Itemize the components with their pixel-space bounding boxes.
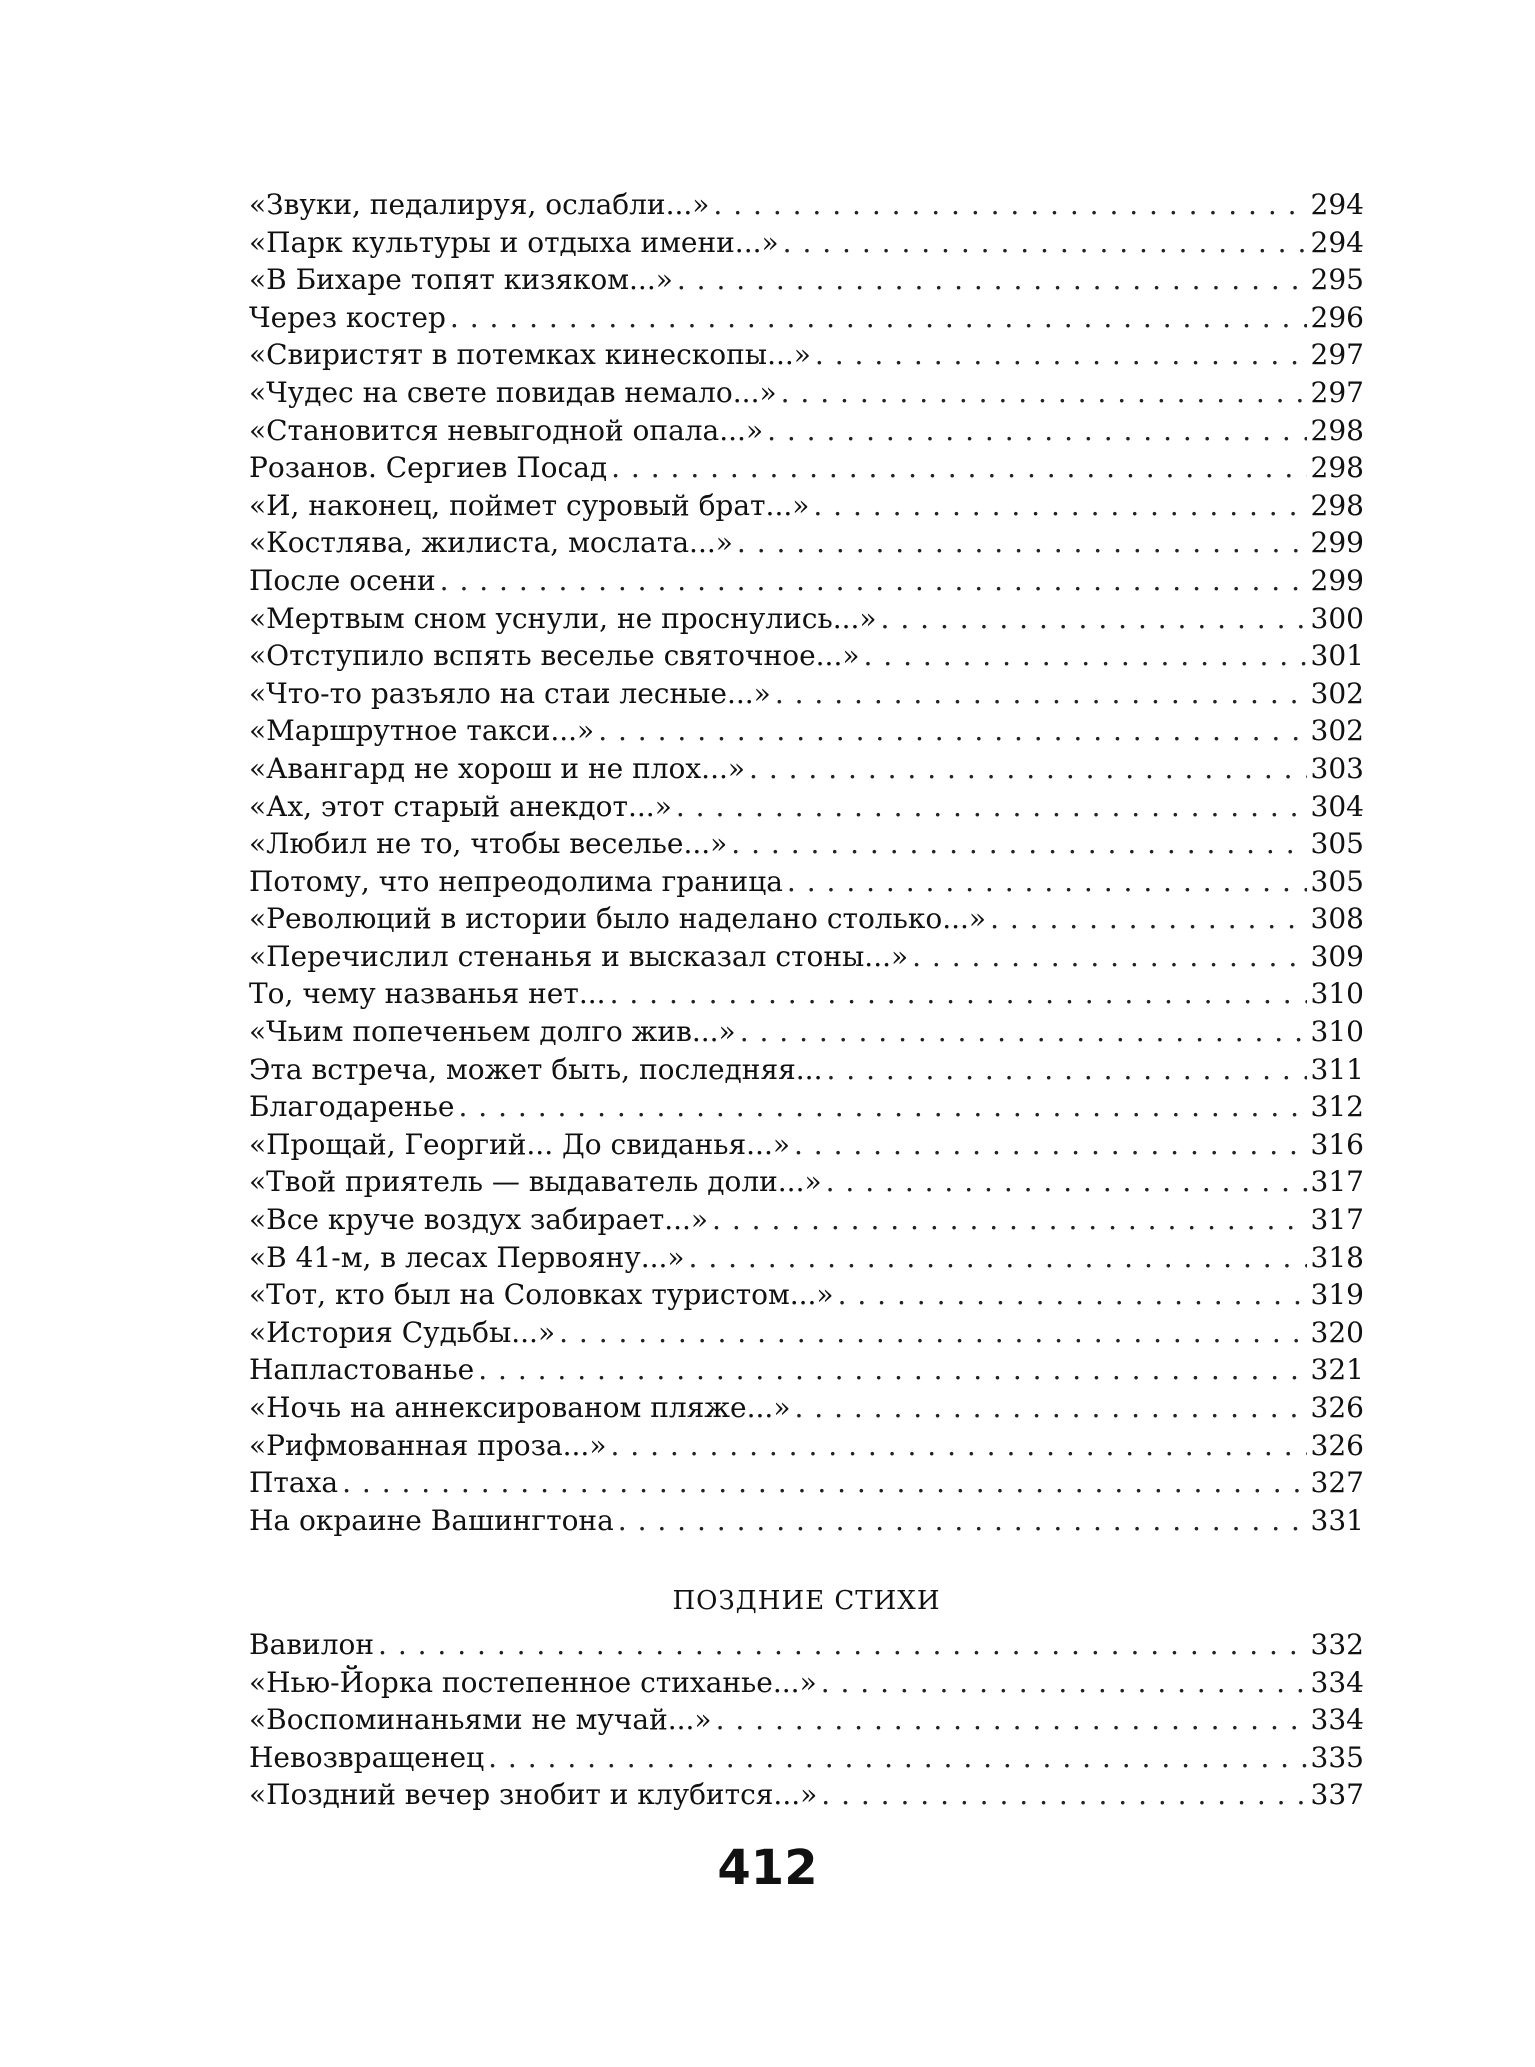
toc-entry: [249, 600, 1364, 638]
toc-entry-title: «Маршрутное такси...»: [249, 714, 595, 748]
toc-entry: [249, 825, 1364, 863]
toc-entry-title: На окраине Вашингтона: [249, 1503, 614, 1537]
section-heading: ПОЗДНИЕ СТИХИ: [672, 1586, 941, 1616]
dot-leader: [749, 750, 1307, 788]
toc-entry-page: 298: [1310, 413, 1364, 447]
dot-leader: [821, 1664, 1307, 1702]
toc-entry-title: «В Бихаре топят кизяком...»: [249, 263, 673, 297]
toc-entry-page: 331: [1310, 1503, 1364, 1537]
toc-entry-page: 321: [1310, 1353, 1364, 1387]
toc-entry-title: «Все круче воздух забирает...»: [249, 1203, 709, 1237]
toc-entry-title: «Тот, кто был на Соловках туристом...»: [249, 1278, 834, 1312]
dot-leader: [610, 1427, 1306, 1465]
dot-leader: [488, 1739, 1306, 1777]
toc-entry-page: 310: [1310, 977, 1364, 1011]
toc-entry-title: «Становится невыгодной опала...»: [249, 413, 764, 447]
dot-leader: [712, 1201, 1307, 1239]
toc-entry: [249, 412, 1364, 450]
dot-leader: [598, 712, 1306, 750]
toc-entry: [249, 299, 1364, 337]
toc-entry: [249, 1351, 1364, 1389]
dot-leader: [716, 1701, 1307, 1739]
dot-leader: [775, 675, 1307, 713]
toc-entry-title: «Перечислил стенанья и высказал стоны...»: [249, 939, 909, 973]
toc-entry: [249, 1776, 1364, 1814]
dot-leader: [912, 938, 1306, 976]
toc-entry: [249, 1626, 1364, 1664]
dot-leader: [794, 1126, 1307, 1164]
dot-leader: [342, 1464, 1306, 1502]
dot-leader: [478, 1351, 1306, 1389]
toc-entry-page: 334: [1310, 1703, 1364, 1737]
dot-leader: [815, 336, 1307, 374]
dot-leader: [676, 788, 1307, 826]
toc-entry: [249, 1314, 1364, 1352]
toc-entry-page: 337: [1310, 1778, 1364, 1812]
toc-entry: [249, 1013, 1364, 1051]
toc-entry: [249, 1664, 1364, 1702]
toc-entry-title: «Любил не то, чтобы веселье...»: [249, 827, 728, 861]
toc-entry-title: «В 41-м, в лесах Первояну...»: [249, 1240, 685, 1274]
toc-entry-title: Вавилон: [249, 1628, 375, 1661]
toc-entry: [249, 374, 1364, 412]
toc-entry-page: 318: [1310, 1240, 1364, 1274]
toc-entry-title: «Парк культуры и отдыха имени...»: [249, 225, 779, 259]
toc-entry-page: 294: [1310, 225, 1364, 259]
toc-entry-title: «Поздний вечер знобит и клубится...»: [249, 1778, 818, 1812]
dot-leader: [378, 1626, 1307, 1664]
dot-leader: [990, 900, 1306, 938]
toc-entry-page: 304: [1310, 789, 1364, 823]
toc-entry-title: «Авангард не хорош и не плох...»: [249, 751, 746, 785]
dot-leader: [781, 374, 1307, 412]
toc-entry-title: «Рифмованная проза...»: [249, 1428, 607, 1462]
toc-entry-page: 297: [1310, 338, 1364, 372]
toc-entry-title: «Прощай, Георгий... До свиданья...»: [249, 1127, 790, 1161]
toc-entry: [249, 524, 1364, 562]
dot-leader: [737, 524, 1307, 562]
dot-leader: [826, 1163, 1307, 1201]
toc-entry: [249, 487, 1364, 525]
dot-leader: [459, 1088, 1307, 1126]
toc-entry: [249, 1389, 1364, 1427]
toc-entry: [249, 562, 1364, 600]
toc-entry-title: Через костер: [249, 300, 446, 334]
toc-entry-title: «И, наконец, поймет суровый брат...»: [249, 488, 810, 522]
toc-entry-page: 296: [1310, 300, 1364, 334]
toc-entry-page: 316: [1310, 1127, 1364, 1161]
toc-entry: [249, 975, 1364, 1013]
toc-entry-title: Благодаренье: [249, 1090, 455, 1124]
toc-entry: [249, 1088, 1364, 1126]
toc-entry-page: 335: [1310, 1740, 1364, 1774]
toc-entry-title: «Твой приятель — выдаватель доли...»: [249, 1165, 822, 1199]
toc-entry: [249, 224, 1364, 262]
toc-entry-title: После осени: [249, 563, 436, 597]
dot-leader: [813, 487, 1306, 525]
toc-entry: [249, 637, 1364, 675]
toc-entry: [249, 186, 1364, 224]
dot-leader: [787, 863, 1307, 901]
toc-entry-page: 326: [1310, 1428, 1364, 1462]
toc-entry-title: Потому, что непреодолима граница: [249, 864, 783, 898]
toc-entry-page: 308: [1310, 902, 1364, 936]
toc-entry: [249, 1163, 1364, 1201]
dot-leader: [740, 1013, 1307, 1051]
toc-entry: [249, 449, 1364, 487]
toc-entry-page: 298: [1310, 488, 1364, 522]
toc-entry-page: 310: [1310, 1015, 1364, 1049]
toc-entry-page: 326: [1310, 1391, 1364, 1424]
toc-entry-page: 299: [1310, 526, 1364, 560]
toc-entry: [249, 1126, 1364, 1164]
toc-entry-page: 294: [1310, 188, 1364, 221]
toc-entry: [249, 788, 1364, 826]
toc-entry-page: 302: [1310, 714, 1364, 748]
toc-entry: [249, 938, 1364, 976]
toc-entry-page: 312: [1310, 1090, 1364, 1124]
toc-entry-page: 305: [1310, 864, 1364, 898]
toc-entry-title: Напластованье: [249, 1353, 475, 1387]
toc-entry: [249, 675, 1364, 713]
toc-entry: [249, 712, 1364, 750]
toc-entry-title: «Чьим попеченьем долго жив...»: [249, 1015, 736, 1049]
toc-entry-page: 301: [1310, 639, 1364, 673]
toc-entry-title: Птаха: [249, 1466, 339, 1500]
toc-entry-title: «История Судьбы...»: [249, 1315, 556, 1349]
dot-leader: [610, 975, 1307, 1013]
toc-entry-title: «Мертвым сном уснули, не проснулись...»: [249, 601, 877, 635]
toc-entry-title: «Отступило вспять веселье святочное...»: [249, 639, 860, 673]
toc-entry-title: То, чему названья нет...: [249, 977, 606, 1011]
toc-entry-page: 309: [1310, 939, 1364, 973]
toc-entry-page: 302: [1310, 676, 1364, 710]
toc-entry-page: 298: [1310, 451, 1364, 485]
toc-entry-title: «Нью-Йорка постепенное стиханье...»: [249, 1665, 817, 1699]
dot-leader: [826, 1051, 1306, 1089]
toc-entry-page: 334: [1310, 1665, 1364, 1699]
toc-entry: [249, 750, 1364, 788]
dot-leader: [783, 224, 1307, 262]
toc-entry-title: «Ночь на аннексированом пляже...»: [249, 1391, 791, 1424]
toc-entry-title: «Ах, этот старый анекдот...»: [249, 789, 672, 823]
toc-entry-page: 300: [1310, 601, 1364, 635]
toc-entry: [249, 1051, 1364, 1089]
page-number: 412: [717, 1840, 818, 1896]
toc-entry: [249, 1201, 1364, 1239]
toc-entry: [249, 1739, 1364, 1777]
dot-leader: [794, 1389, 1306, 1427]
toc-entry-page: 311: [1310, 1052, 1364, 1086]
toc-entry-page: 320: [1310, 1315, 1364, 1349]
toc-entry: [249, 1464, 1364, 1502]
toc-entry-page: 319: [1310, 1278, 1364, 1312]
toc-entry-title: Эта встреча, может быть, последняя...: [249, 1052, 823, 1086]
toc-entry-page: 327: [1310, 1466, 1364, 1500]
toc-entry: [249, 1701, 1364, 1739]
toc-entry-page: 299: [1310, 563, 1364, 597]
toc-entry-page: 297: [1310, 375, 1364, 409]
dot-leader: [618, 1502, 1307, 1540]
dot-leader: [559, 1314, 1306, 1352]
dot-leader: [440, 562, 1307, 600]
dot-leader: [767, 412, 1306, 450]
dot-leader: [821, 1776, 1306, 1814]
toc-entry: [249, 1239, 1364, 1277]
toc-entry: [249, 1427, 1364, 1465]
table-of-contents: [249, 186, 1364, 1539]
toc-entry: [249, 336, 1364, 374]
toc-entry-page: 317: [1310, 1165, 1364, 1199]
toc-entry-title: «Что-то разъяло на стаи лесные...»: [249, 676, 771, 710]
dot-leader: [677, 261, 1307, 299]
toc-entry-page: 303: [1310, 751, 1364, 785]
table-of-contents-late-poems: [249, 1626, 1364, 1814]
toc-entry: [249, 900, 1364, 938]
toc-entry: [249, 863, 1364, 901]
toc-entry-page: 317: [1310, 1203, 1364, 1237]
toc-entry-title: «Воспоминаньями не мучай...»: [249, 1703, 712, 1737]
toc-entry: [249, 1502, 1364, 1540]
toc-entry-title: «Звуки, педалируя, ослабли...»: [249, 188, 710, 221]
dot-leader: [611, 449, 1306, 487]
toc-entry-page: 332: [1310, 1628, 1364, 1661]
toc-entry-page: 295: [1310, 263, 1364, 297]
toc-entry-title: «Костлява, жилиста, мослата...»: [249, 526, 733, 560]
dot-leader: [689, 1239, 1307, 1277]
dot-leader: [863, 637, 1306, 675]
dot-leader: [881, 600, 1307, 638]
toc-entry-title: «Чудес на свете повидав немало...»: [249, 375, 777, 409]
toc-entry-title: «Революций в истории было наделано столько...»: [249, 902, 987, 936]
dot-leader: [450, 299, 1307, 337]
toc-entry-title: Невозвращенец: [249, 1740, 485, 1774]
toc-entry: [249, 1276, 1364, 1314]
dot-leader: [713, 186, 1306, 224]
toc-entry-title: Розанов. Сергиев Посад: [249, 451, 608, 485]
toc-entry-title: «Свиристят в потемках кинескопы...»: [249, 338, 811, 372]
toc-entry: [249, 261, 1364, 299]
dot-leader: [731, 825, 1306, 863]
dot-leader: [838, 1276, 1307, 1314]
toc-entry-page: 305: [1310, 827, 1364, 861]
